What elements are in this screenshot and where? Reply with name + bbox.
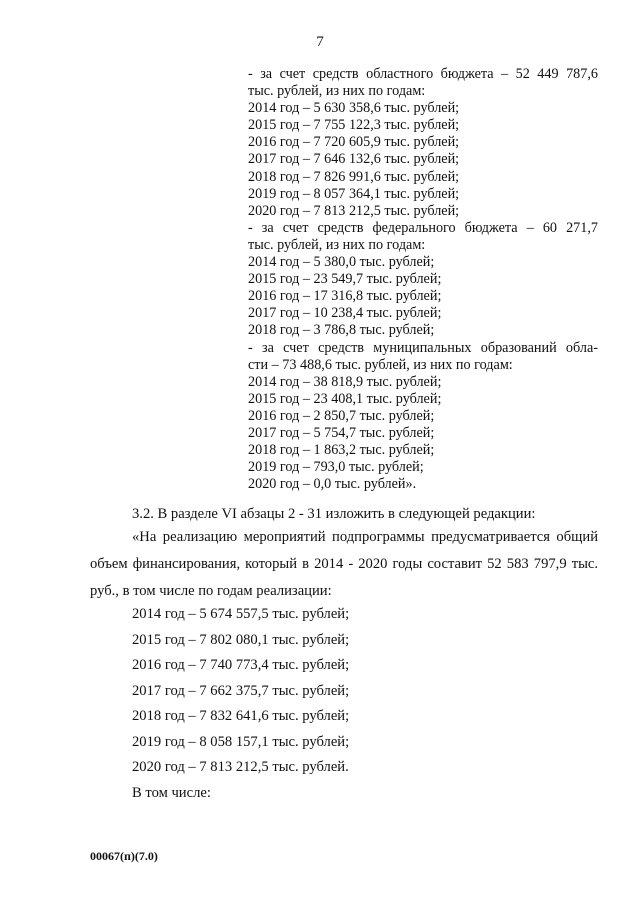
main-paragraph-first-line: «На реализацию мероприятий подпрограммы предусматривается общий xyxy=(132,529,598,545)
municipal-year-item: 2015 год – 23 408,1 тыс. рублей; xyxy=(248,390,442,407)
regional-year-item: 2019 год – 8 057 364,1 тыс. рублей; xyxy=(248,185,460,202)
main-paragraph xyxy=(90,524,598,605)
implementation-year-item: 2015 год – 7 802 080,1 тыс. рублей; xyxy=(132,631,350,648)
federal-year-item: 2018 год – 3 786,8 тыс. рублей; xyxy=(248,322,435,339)
regional-year-item: 2020 год – 7 813 212,5 тыс. рублей; xyxy=(248,202,460,219)
regional-budget-line-1: - за счет средств областного бюджета – 52 449 787,6 xyxy=(248,66,598,82)
municipal-year-item: 2018 год – 1 863,2 тыс. рублей; xyxy=(248,442,435,459)
regional-year-item: 2014 год – 5 630 358,6 тыс. рублей; xyxy=(248,100,460,117)
implementation-years-list xyxy=(132,602,349,806)
implementation-year-item: 2014 год – 5 674 557,5 тыс. рублей; xyxy=(132,606,350,622)
municipal-year-item: 2019 год – 793,0 тыс. рублей; xyxy=(248,459,424,476)
federal-year-item: 2016 год – 17 316,8 тыс. рублей; xyxy=(248,288,442,305)
including-label: В том числе: xyxy=(132,784,211,801)
federal-year-item: 2015 год – 23 549,7 тыс. рублей; xyxy=(248,271,442,288)
regional-year-item: 2015 год – 7 755 122,3 тыс. рублей; xyxy=(248,117,460,134)
implementation-year-item: 2020 год – 7 813 212,5 тыс. рублей. xyxy=(132,759,349,775)
regional-budget-line-2: тыс. рублей, из них по годам: xyxy=(248,83,426,100)
municipal-year-item: 2020 год – 0,0 тыс. рублей». xyxy=(248,476,417,493)
municipal-year-item: 2014 год – 38 818,9 тыс. рублей; xyxy=(248,373,442,390)
regional-year-item: 2017 год – 7 646 132,6 тыс. рублей; xyxy=(248,151,460,168)
federal-year-item: 2017 год – 10 238,4 тыс. рублей; xyxy=(248,305,442,322)
implementation-year-item: 2019 год – 8 058 157,1 тыс. рублей; xyxy=(132,733,350,750)
implementation-year-item: 2018 год – 7 832 641,6 тыс. рублей; xyxy=(132,708,350,724)
federal-budget-line-2: тыс. рублей, из них по годам: xyxy=(248,236,426,253)
implementation-year-item: 2016 год – 7 740 773,4 тыс. рублей; xyxy=(132,657,350,673)
section-heading: 3.2. В разделе VI абзацы 2 - 31 изложить в следующей редакции: xyxy=(132,506,536,522)
federal-year-item: 2014 год – 5 380,0 тыс. рублей; xyxy=(248,254,435,271)
regional-year-item: 2018 год – 7 826 991,6 тыс. рублей; xyxy=(248,168,460,185)
municipal-budget-line-2: сти – 73 488,6 тыс. рублей, из них по годам: xyxy=(248,356,513,373)
regional-year-item: 2016 год – 7 720 605,9 тыс. рублей; xyxy=(248,134,460,151)
main-paragraph-rest: объем финансирования, который в 2014 - 2020 годы составит 52 583 797,9 тыс. руб., в том числе по годам реализации: xyxy=(90,556,598,599)
municipal-year-item: 2017 год – 5 754,7 тыс. рублей; xyxy=(248,424,435,441)
funding-sources-block xyxy=(248,66,598,493)
municipal-year-item: 2016 год – 2 850,7 тыс. рублей; xyxy=(248,407,435,424)
federal-budget-line-1: - за счет средств федерального бюджета – 60 271,7 xyxy=(248,219,598,236)
document-footer-code: 00067(п)(7.0) xyxy=(90,849,158,863)
page-number: 7 xyxy=(316,34,324,50)
implementation-year-item: 2017 год – 7 662 375,7 тыс. рублей; xyxy=(132,682,350,699)
municipal-budget-line-1: - за счет средств муниципальных образований обла- xyxy=(248,339,598,356)
